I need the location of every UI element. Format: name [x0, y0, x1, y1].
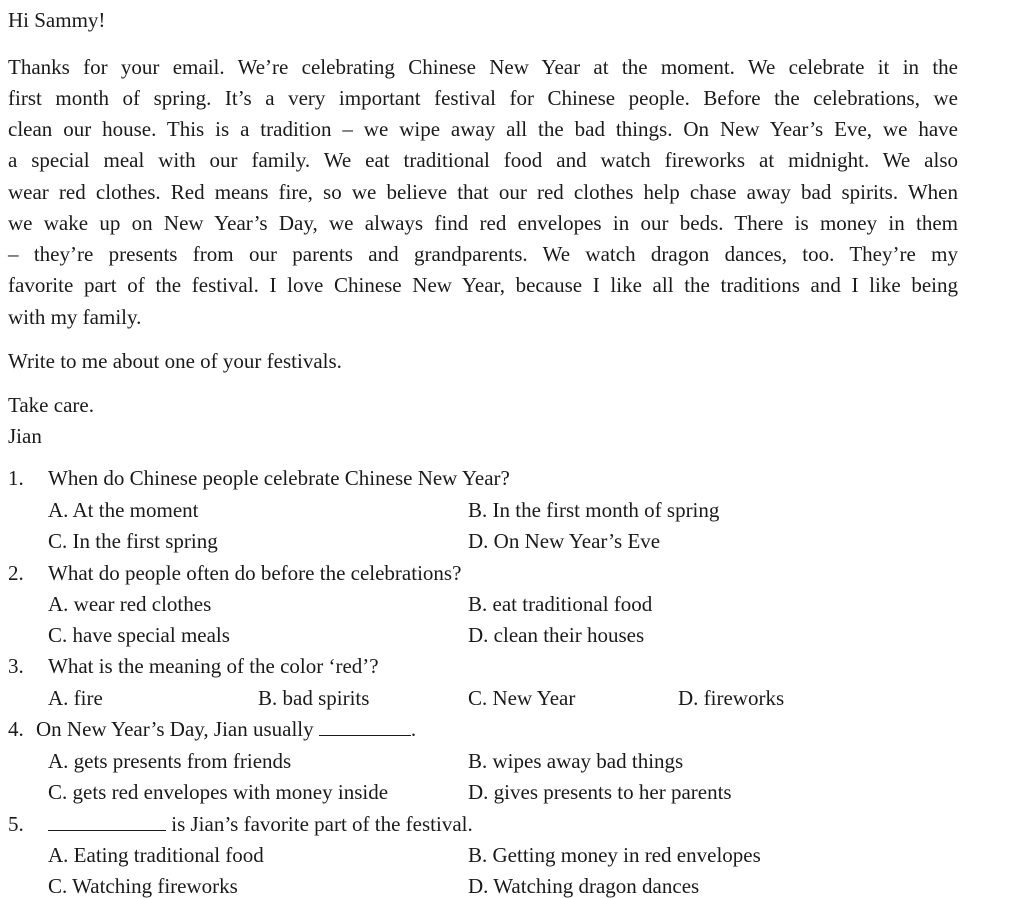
- answer-option: A. wear red clothes: [48, 592, 212, 616]
- question-text-before: On New Year’s Day, Jian usually: [36, 717, 314, 741]
- letter-body-line: we wake up on New Year’s Day, we always find red envelopes in our beds. There is money in them: [8, 211, 958, 235]
- question-text: What is the meaning of the color ‘red’?: [48, 654, 379, 678]
- letter-body-line: first month of spring. It’s a very important festival for Chinese people. Before the celebrations, we: [8, 86, 958, 110]
- letter-closing: Take care.: [8, 393, 94, 417]
- letter-body-line: favorite part of the festival. I love Chinese New Year, because I like all the traditions and I like being: [8, 273, 958, 297]
- question-text: [36, 717, 416, 741]
- question-text: When do Chinese people celebrate Chinese New Year?: [48, 466, 510, 490]
- answer-option: D. Watching dragon dances: [468, 874, 700, 898]
- answer-blank: [48, 812, 166, 831]
- answer-option: B. eat traditional food: [468, 592, 653, 616]
- answer-option: B. In the first month of spring: [468, 498, 720, 522]
- letter-body-line: with my family.: [8, 305, 142, 329]
- question-text: [48, 812, 473, 836]
- question-number: 5.: [8, 812, 24, 836]
- letter-body-line: a special meal with our family. We eat traditional food and watch fireworks at midnight. We also: [8, 148, 958, 172]
- question-number: 1.: [8, 466, 24, 490]
- answer-option: C. have special meals: [48, 623, 230, 647]
- letter-body-line: – they’re presents from our parents and grandparents. We watch dragon dances, too. They’re my: [8, 242, 958, 266]
- answer-option: A. fire: [48, 686, 103, 710]
- answer-option: B. bad spirits: [258, 686, 370, 710]
- answer-option: C. Watching fireworks: [48, 874, 238, 898]
- answer-option: C. In the first spring: [48, 529, 218, 553]
- question-number: 2.: [8, 561, 24, 585]
- answer-blank: [319, 717, 411, 736]
- answer-option: C. New Year: [468, 686, 576, 710]
- letter-body-line: clean our house. This is a tradition – we wipe away all the bad things. On New Year’s Eve, we have: [8, 117, 958, 141]
- question-text-after: is Jian’s favorite part of the festival.: [171, 812, 473, 836]
- letter-body-line: wear red clothes. Red means fire, so we believe that our red clothes help chase away bad spirits. When: [8, 180, 958, 204]
- question-number: 4.: [8, 717, 24, 741]
- answer-option: B. Getting money in red envelopes: [468, 843, 761, 867]
- letter-request: Write to me about one of your festivals.: [8, 349, 342, 373]
- answer-option: C. gets red envelopes with money inside: [48, 780, 389, 804]
- answer-option: D. gives presents to her parents: [468, 780, 732, 804]
- answer-option: D. clean their houses: [468, 623, 645, 647]
- answer-option: D. fireworks: [678, 686, 785, 710]
- question-text-after: .: [410, 717, 417, 741]
- letter-signature: Jian: [8, 424, 42, 448]
- letter-body-line: Thanks for your email. We’re celebrating Chinese New Year at the moment. We celebrate it in the: [8, 55, 958, 79]
- letter-greeting: Hi Sammy!: [8, 8, 106, 32]
- answer-option: D. On New Year’s Eve: [468, 529, 661, 553]
- answer-option: A. Eating traditional food: [48, 843, 264, 867]
- answer-option: A. At the moment: [48, 498, 199, 522]
- answer-option: A. gets presents from friends: [48, 749, 292, 773]
- question-number: 3.: [8, 654, 24, 678]
- question-text: What do people often do before the celebrations?: [48, 561, 462, 585]
- answer-option: B. wipes away bad things: [468, 749, 684, 773]
